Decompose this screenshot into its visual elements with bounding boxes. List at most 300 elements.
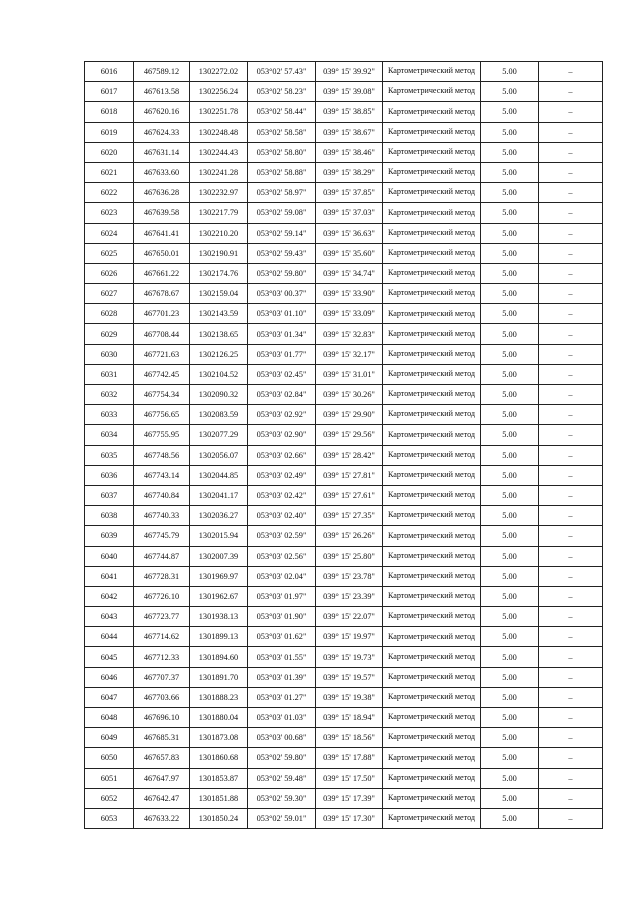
- longitude-cell: 039° 15' 17.88": [316, 748, 383, 768]
- accuracy-cell: 5.00: [481, 546, 539, 566]
- longitude-cell: 039° 15' 27.81": [316, 465, 383, 485]
- note-cell: –: [539, 647, 603, 667]
- longitude-cell: 039° 15' 31.01": [316, 364, 383, 384]
- point-number-cell: 6038: [85, 506, 134, 526]
- note-cell: –: [539, 142, 603, 162]
- longitude-cell: 039° 15' 38.46": [316, 142, 383, 162]
- longitude-cell: 039° 15' 34.74": [316, 263, 383, 283]
- method-cell: Картометрический метод: [383, 748, 481, 768]
- table-row: [85, 627, 603, 647]
- accuracy-cell: 5.00: [481, 203, 539, 223]
- table-row: [85, 687, 603, 707]
- latitude-cell: 053°02' 59.01": [248, 808, 316, 828]
- accuracy-cell: 5.00: [481, 728, 539, 748]
- x-coordinate-cell: 467723.77: [134, 607, 190, 627]
- note-cell: –: [539, 243, 603, 263]
- x-coordinate-cell: 467743.14: [134, 465, 190, 485]
- y-coordinate-cell: 1302244.43: [190, 142, 248, 162]
- point-number-cell: 6031: [85, 364, 134, 384]
- x-coordinate-cell: 467756.65: [134, 405, 190, 425]
- point-number-cell: 6045: [85, 647, 134, 667]
- point-number-cell: 6041: [85, 566, 134, 586]
- table-row: [85, 546, 603, 566]
- method-cell: Картометрический метод: [383, 728, 481, 748]
- accuracy-cell: 5.00: [481, 708, 539, 728]
- latitude-cell: 053°02' 59.80": [248, 748, 316, 768]
- latitude-cell: 053°03' 02.56": [248, 546, 316, 566]
- accuracy-cell: 5.00: [481, 506, 539, 526]
- latitude-cell: 053°02' 59.30": [248, 788, 316, 808]
- y-coordinate-cell: 1301891.70: [190, 667, 248, 687]
- longitude-cell: 039° 15' 35.60": [316, 243, 383, 263]
- accuracy-cell: 5.00: [481, 445, 539, 465]
- latitude-cell: 053°03' 00.68": [248, 728, 316, 748]
- accuracy-cell: 5.00: [481, 566, 539, 586]
- note-cell: –: [539, 485, 603, 505]
- x-coordinate-cell: 467703.66: [134, 687, 190, 707]
- point-number-cell: 6024: [85, 223, 134, 243]
- latitude-cell: 053°03' 01.03": [248, 708, 316, 728]
- note-cell: –: [539, 405, 603, 425]
- latitude-cell: 053°02' 58.97": [248, 183, 316, 203]
- table-row: [85, 566, 603, 586]
- note-cell: –: [539, 304, 603, 324]
- latitude-cell: 053°02' 58.88": [248, 162, 316, 182]
- method-cell: Картометрический метод: [383, 425, 481, 445]
- method-cell: Картометрический метод: [383, 627, 481, 647]
- y-coordinate-cell: 1302007.39: [190, 546, 248, 566]
- y-coordinate-cell: 1302251.78: [190, 102, 248, 122]
- note-cell: –: [539, 445, 603, 465]
- point-number-cell: 6039: [85, 526, 134, 546]
- note-cell: –: [539, 607, 603, 627]
- y-coordinate-cell: 1302241.28: [190, 162, 248, 182]
- method-cell: Картометрический метод: [383, 526, 481, 546]
- x-coordinate-cell: 467620.16: [134, 102, 190, 122]
- accuracy-cell: 5.00: [481, 304, 539, 324]
- latitude-cell: 053°02' 58.80": [248, 142, 316, 162]
- y-coordinate-cell: 1302232.97: [190, 183, 248, 203]
- longitude-cell: 039° 15' 36.63": [316, 223, 383, 243]
- table-row: [85, 526, 603, 546]
- x-coordinate-cell: 467631.14: [134, 142, 190, 162]
- y-coordinate-cell: 1301860.68: [190, 748, 248, 768]
- point-number-cell: 6016: [85, 62, 134, 82]
- y-coordinate-cell: 1302056.07: [190, 445, 248, 465]
- y-coordinate-cell: 1302015.94: [190, 526, 248, 546]
- table-row: [85, 284, 603, 304]
- note-cell: –: [539, 385, 603, 405]
- longitude-cell: 039° 15' 18.56": [316, 728, 383, 748]
- coordinates-table: [84, 61, 603, 829]
- point-number-cell: 6048: [85, 708, 134, 728]
- longitude-cell: 039° 15' 27.61": [316, 485, 383, 505]
- point-number-cell: 6034: [85, 425, 134, 445]
- accuracy-cell: 5.00: [481, 425, 539, 445]
- point-number-cell: 6046: [85, 667, 134, 687]
- x-coordinate-cell: 467742.45: [134, 364, 190, 384]
- table-row: [85, 485, 603, 505]
- longitude-cell: 039° 15' 26.26": [316, 526, 383, 546]
- x-coordinate-cell: 467636.28: [134, 183, 190, 203]
- longitude-cell: 039° 15' 32.17": [316, 344, 383, 364]
- accuracy-cell: 5.00: [481, 102, 539, 122]
- accuracy-cell: 5.00: [481, 82, 539, 102]
- note-cell: –: [539, 546, 603, 566]
- x-coordinate-cell: 467639.58: [134, 203, 190, 223]
- method-cell: Картометрический метод: [383, 304, 481, 324]
- y-coordinate-cell: 1301969.97: [190, 566, 248, 586]
- latitude-cell: 053°03' 02.49": [248, 465, 316, 485]
- table-row: [85, 223, 603, 243]
- table-row: [85, 183, 603, 203]
- method-cell: Картометрический метод: [383, 162, 481, 182]
- point-number-cell: 6030: [85, 344, 134, 364]
- method-cell: Картометрический метод: [383, 687, 481, 707]
- y-coordinate-cell: 1302174.76: [190, 263, 248, 283]
- y-coordinate-cell: 1301894.60: [190, 647, 248, 667]
- point-number-cell: 6033: [85, 405, 134, 425]
- x-coordinate-cell: 467726.10: [134, 586, 190, 606]
- method-cell: Картометрический метод: [383, 708, 481, 728]
- note-cell: –: [539, 586, 603, 606]
- longitude-cell: 039° 15' 19.97": [316, 627, 383, 647]
- latitude-cell: 053°02' 59.80": [248, 263, 316, 283]
- method-cell: Картометрический метод: [383, 122, 481, 142]
- y-coordinate-cell: 1301851.88: [190, 788, 248, 808]
- y-coordinate-cell: 1301899.13: [190, 627, 248, 647]
- method-cell: Картометрический метод: [383, 203, 481, 223]
- table-row: [85, 102, 603, 122]
- method-cell: Картометрический метод: [383, 445, 481, 465]
- table-row: [85, 586, 603, 606]
- accuracy-cell: 5.00: [481, 243, 539, 263]
- accuracy-cell: 5.00: [481, 748, 539, 768]
- latitude-cell: 053°03' 01.77": [248, 344, 316, 364]
- accuracy-cell: 5.00: [481, 263, 539, 283]
- accuracy-cell: 5.00: [481, 788, 539, 808]
- accuracy-cell: 5.00: [481, 405, 539, 425]
- accuracy-cell: 5.00: [481, 364, 539, 384]
- latitude-cell: 053°03' 02.92": [248, 405, 316, 425]
- table-row: [85, 344, 603, 364]
- note-cell: –: [539, 344, 603, 364]
- y-coordinate-cell: 1302083.59: [190, 405, 248, 425]
- y-coordinate-cell: 1302138.65: [190, 324, 248, 344]
- table-row: [85, 243, 603, 263]
- x-coordinate-cell: 467641.41: [134, 223, 190, 243]
- table-row: [85, 203, 603, 223]
- latitude-cell: 053°03' 01.34": [248, 324, 316, 344]
- longitude-cell: 039° 15' 17.50": [316, 768, 383, 788]
- coordinates-table-body: [85, 62, 603, 829]
- table-row: [85, 506, 603, 526]
- table-row: [85, 667, 603, 687]
- point-number-cell: 6051: [85, 768, 134, 788]
- accuracy-cell: 5.00: [481, 223, 539, 243]
- method-cell: Картометрический метод: [383, 223, 481, 243]
- x-coordinate-cell: 467755.95: [134, 425, 190, 445]
- x-coordinate-cell: 467678.67: [134, 284, 190, 304]
- accuracy-cell: 5.00: [481, 485, 539, 505]
- x-coordinate-cell: 467624.33: [134, 122, 190, 142]
- x-coordinate-cell: 467748.56: [134, 445, 190, 465]
- point-number-cell: 6020: [85, 142, 134, 162]
- longitude-cell: 039° 15' 38.29": [316, 162, 383, 182]
- method-cell: Картометрический метод: [383, 364, 481, 384]
- note-cell: –: [539, 284, 603, 304]
- point-number-cell: 6043: [85, 607, 134, 627]
- latitude-cell: 053°03' 01.10": [248, 304, 316, 324]
- x-coordinate-cell: 467745.79: [134, 526, 190, 546]
- longitude-cell: 039° 15' 18.94": [316, 708, 383, 728]
- accuracy-cell: 5.00: [481, 607, 539, 627]
- note-cell: –: [539, 183, 603, 203]
- x-coordinate-cell: 467685.31: [134, 728, 190, 748]
- point-number-cell: 6037: [85, 485, 134, 505]
- x-coordinate-cell: 467714.62: [134, 627, 190, 647]
- method-cell: Картометрический метод: [383, 586, 481, 606]
- latitude-cell: 053°02' 59.14": [248, 223, 316, 243]
- point-number-cell: 6023: [85, 203, 134, 223]
- method-cell: Картометрический метод: [383, 485, 481, 505]
- latitude-cell: 053°02' 58.58": [248, 122, 316, 142]
- point-number-cell: 6035: [85, 445, 134, 465]
- point-number-cell: 6026: [85, 263, 134, 283]
- note-cell: –: [539, 263, 603, 283]
- x-coordinate-cell: 467708.44: [134, 324, 190, 344]
- table-row: [85, 385, 603, 405]
- note-cell: –: [539, 748, 603, 768]
- table-row: [85, 364, 603, 384]
- accuracy-cell: 5.00: [481, 183, 539, 203]
- latitude-cell: 053°02' 58.44": [248, 102, 316, 122]
- table-row: [85, 708, 603, 728]
- longitude-cell: 039° 15' 17.30": [316, 808, 383, 828]
- method-cell: Картометрический метод: [383, 344, 481, 364]
- note-cell: –: [539, 708, 603, 728]
- y-coordinate-cell: 1302159.04: [190, 284, 248, 304]
- table-row: [85, 788, 603, 808]
- method-cell: Картометрический метод: [383, 183, 481, 203]
- point-number-cell: 6049: [85, 728, 134, 748]
- point-number-cell: 6018: [85, 102, 134, 122]
- latitude-cell: 053°02' 58.23": [248, 82, 316, 102]
- x-coordinate-cell: 467740.33: [134, 506, 190, 526]
- method-cell: Картометрический метод: [383, 788, 481, 808]
- latitude-cell: 053°02' 59.43": [248, 243, 316, 263]
- accuracy-cell: 5.00: [481, 162, 539, 182]
- longitude-cell: 039° 15' 30.26": [316, 385, 383, 405]
- y-coordinate-cell: 1301850.24: [190, 808, 248, 828]
- table-row: [85, 728, 603, 748]
- table-row: [85, 142, 603, 162]
- latitude-cell: 053°03' 02.90": [248, 425, 316, 445]
- longitude-cell: 039° 15' 17.39": [316, 788, 383, 808]
- accuracy-cell: 5.00: [481, 62, 539, 82]
- y-coordinate-cell: 1302210.20: [190, 223, 248, 243]
- x-coordinate-cell: 467707.37: [134, 667, 190, 687]
- y-coordinate-cell: 1301938.13: [190, 607, 248, 627]
- note-cell: –: [539, 162, 603, 182]
- note-cell: –: [539, 324, 603, 344]
- latitude-cell: 053°03' 01.39": [248, 667, 316, 687]
- table-row: [85, 162, 603, 182]
- note-cell: –: [539, 808, 603, 828]
- longitude-cell: 039° 15' 33.09": [316, 304, 383, 324]
- table-row: [85, 405, 603, 425]
- x-coordinate-cell: 467728.31: [134, 566, 190, 586]
- y-coordinate-cell: 1302090.32: [190, 385, 248, 405]
- accuracy-cell: 5.00: [481, 586, 539, 606]
- table-row: [85, 62, 603, 82]
- x-coordinate-cell: 467633.22: [134, 808, 190, 828]
- latitude-cell: 053°03' 02.40": [248, 506, 316, 526]
- point-number-cell: 6022: [85, 183, 134, 203]
- latitude-cell: 053°03' 02.59": [248, 526, 316, 546]
- latitude-cell: 053°03' 02.66": [248, 445, 316, 465]
- longitude-cell: 039° 15' 19.73": [316, 647, 383, 667]
- y-coordinate-cell: 1302041.17: [190, 485, 248, 505]
- method-cell: Картометрический метод: [383, 142, 481, 162]
- note-cell: –: [539, 667, 603, 687]
- longitude-cell: 039° 15' 39.92": [316, 62, 383, 82]
- note-cell: –: [539, 223, 603, 243]
- longitude-cell: 039° 15' 38.67": [316, 122, 383, 142]
- method-cell: Картометрический метод: [383, 667, 481, 687]
- y-coordinate-cell: 1302126.25: [190, 344, 248, 364]
- table-row: [85, 465, 603, 485]
- method-cell: Картометрический метод: [383, 566, 481, 586]
- point-number-cell: 6047: [85, 687, 134, 707]
- method-cell: Картометрический метод: [383, 243, 481, 263]
- point-number-cell: 6025: [85, 243, 134, 263]
- latitude-cell: 053°02' 59.48": [248, 768, 316, 788]
- y-coordinate-cell: 1301873.08: [190, 728, 248, 748]
- accuracy-cell: 5.00: [481, 324, 539, 344]
- x-coordinate-cell: 467701.23: [134, 304, 190, 324]
- y-coordinate-cell: 1302036.27: [190, 506, 248, 526]
- longitude-cell: 039° 15' 32.83": [316, 324, 383, 344]
- accuracy-cell: 5.00: [481, 122, 539, 142]
- y-coordinate-cell: 1302143.59: [190, 304, 248, 324]
- point-number-cell: 6017: [85, 82, 134, 102]
- method-cell: Картометрический метод: [383, 102, 481, 122]
- note-cell: –: [539, 627, 603, 647]
- table-row: [85, 808, 603, 828]
- latitude-cell: 053°03' 01.97": [248, 586, 316, 606]
- note-cell: –: [539, 566, 603, 586]
- latitude-cell: 053°03' 01.90": [248, 607, 316, 627]
- note-cell: –: [539, 506, 603, 526]
- x-coordinate-cell: 467633.60: [134, 162, 190, 182]
- longitude-cell: 039° 15' 25.80": [316, 546, 383, 566]
- x-coordinate-cell: 467740.84: [134, 485, 190, 505]
- note-cell: –: [539, 425, 603, 445]
- accuracy-cell: 5.00: [481, 465, 539, 485]
- longitude-cell: 039° 15' 37.85": [316, 183, 383, 203]
- point-number-cell: 6053: [85, 808, 134, 828]
- point-number-cell: 6021: [85, 162, 134, 182]
- longitude-cell: 039° 15' 27.35": [316, 506, 383, 526]
- point-number-cell: 6040: [85, 546, 134, 566]
- point-number-cell: 6042: [85, 586, 134, 606]
- note-cell: –: [539, 768, 603, 788]
- y-coordinate-cell: 1301880.04: [190, 708, 248, 728]
- point-number-cell: 6028: [85, 304, 134, 324]
- note-cell: –: [539, 122, 603, 142]
- note-cell: –: [539, 687, 603, 707]
- longitude-cell: 039° 15' 29.56": [316, 425, 383, 445]
- table-row: [85, 324, 603, 344]
- table-row: [85, 647, 603, 667]
- table-row: [85, 445, 603, 465]
- point-number-cell: 6036: [85, 465, 134, 485]
- y-coordinate-cell: 1302272.02: [190, 62, 248, 82]
- x-coordinate-cell: 467661.22: [134, 263, 190, 283]
- method-cell: Картометрический метод: [383, 62, 481, 82]
- x-coordinate-cell: 467696.10: [134, 708, 190, 728]
- y-coordinate-cell: 1302044.85: [190, 465, 248, 485]
- y-coordinate-cell: 1301962.67: [190, 586, 248, 606]
- method-cell: Картометрический метод: [383, 263, 481, 283]
- longitude-cell: 039° 15' 39.08": [316, 82, 383, 102]
- method-cell: Картометрический метод: [383, 324, 481, 344]
- y-coordinate-cell: 1301888.23: [190, 687, 248, 707]
- accuracy-cell: 5.00: [481, 344, 539, 364]
- note-cell: –: [539, 465, 603, 485]
- longitude-cell: 039° 15' 33.90": [316, 284, 383, 304]
- latitude-cell: 053°03' 02.45": [248, 364, 316, 384]
- y-coordinate-cell: 1302077.29: [190, 425, 248, 445]
- y-coordinate-cell: 1301853.87: [190, 768, 248, 788]
- point-number-cell: 6044: [85, 627, 134, 647]
- table-row: [85, 122, 603, 142]
- note-cell: –: [539, 62, 603, 82]
- method-cell: Картометрический метод: [383, 465, 481, 485]
- point-number-cell: 6027: [85, 284, 134, 304]
- note-cell: –: [539, 82, 603, 102]
- latitude-cell: 053°03' 01.27": [248, 687, 316, 707]
- accuracy-cell: 5.00: [481, 808, 539, 828]
- accuracy-cell: 5.00: [481, 526, 539, 546]
- accuracy-cell: 5.00: [481, 385, 539, 405]
- longitude-cell: 039° 15' 28.42": [316, 445, 383, 465]
- table-row: [85, 768, 603, 788]
- method-cell: Картометрический метод: [383, 385, 481, 405]
- longitude-cell: 039° 15' 23.39": [316, 586, 383, 606]
- method-cell: Картометрический метод: [383, 647, 481, 667]
- note-cell: –: [539, 203, 603, 223]
- x-coordinate-cell: 467754.34: [134, 385, 190, 405]
- note-cell: –: [539, 526, 603, 546]
- method-cell: Картометрический метод: [383, 607, 481, 627]
- longitude-cell: 039° 15' 19.57": [316, 667, 383, 687]
- table-row: [85, 82, 603, 102]
- point-number-cell: 6032: [85, 385, 134, 405]
- accuracy-cell: 5.00: [481, 687, 539, 707]
- latitude-cell: 053°02' 57.43": [248, 62, 316, 82]
- x-coordinate-cell: 467642.47: [134, 788, 190, 808]
- x-coordinate-cell: 467744.87: [134, 546, 190, 566]
- longitude-cell: 039° 15' 37.03": [316, 203, 383, 223]
- y-coordinate-cell: 1302248.48: [190, 122, 248, 142]
- longitude-cell: 039° 15' 38.85": [316, 102, 383, 122]
- latitude-cell: 053°03' 00.37": [248, 284, 316, 304]
- longitude-cell: 039° 15' 22.07": [316, 607, 383, 627]
- y-coordinate-cell: 1302256.24: [190, 82, 248, 102]
- latitude-cell: 053°03' 02.04": [248, 566, 316, 586]
